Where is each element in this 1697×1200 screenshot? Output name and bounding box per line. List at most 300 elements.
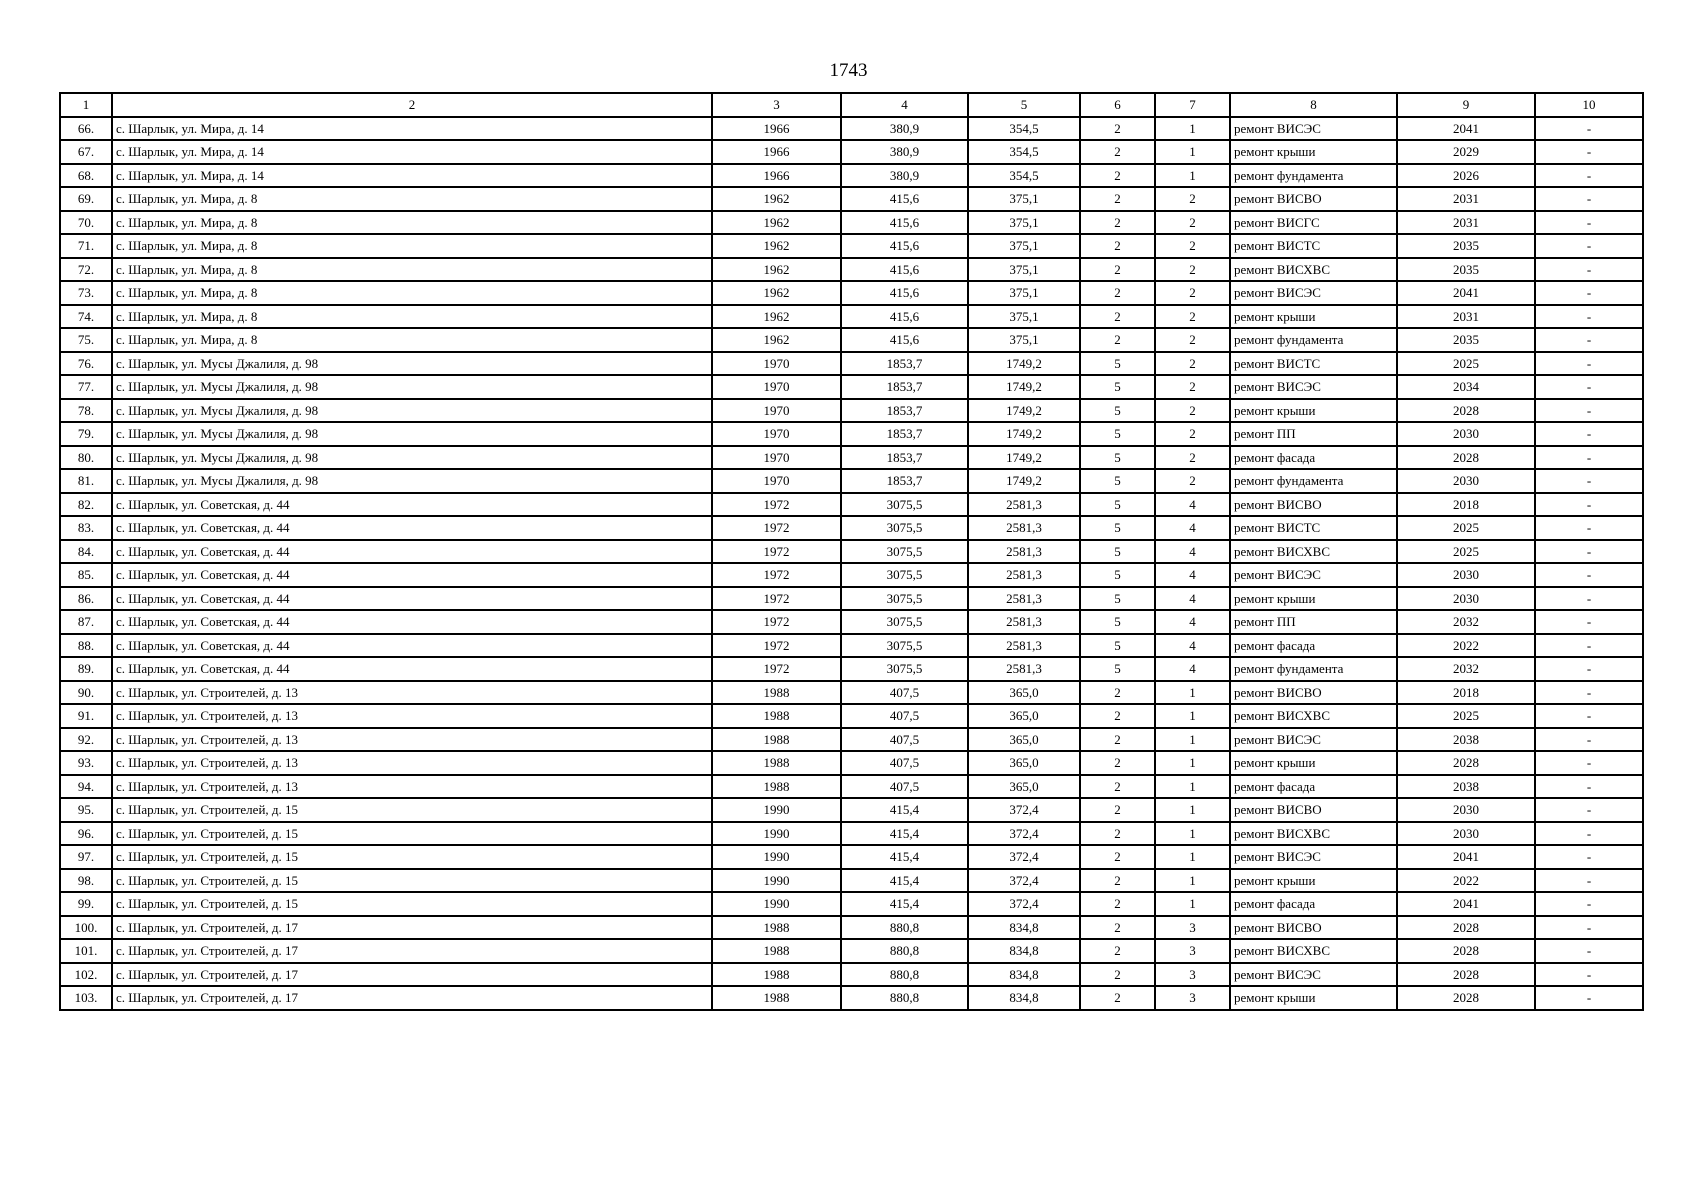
living-area-cell: 372,4	[968, 869, 1080, 893]
floors-cell: 5	[1080, 469, 1155, 493]
floors-cell: 2	[1080, 140, 1155, 164]
work-type-cell: ремонт ВИСЭС	[1230, 963, 1397, 987]
address-cell: с. Шарлык, ул. Строителей, д. 15	[112, 869, 712, 893]
year-built-cell: 1990	[712, 892, 841, 916]
planned-year-cell: 2030	[1397, 822, 1535, 846]
year-built-cell: 1988	[712, 704, 841, 728]
work-type-cell: ремонт фундамента	[1230, 328, 1397, 352]
note-cell: -	[1535, 798, 1643, 822]
living-area-cell: 1749,2	[968, 375, 1080, 399]
note-cell: -	[1535, 234, 1643, 258]
entrances-cell: 1	[1155, 140, 1230, 164]
work-type-cell: ремонт крыши	[1230, 751, 1397, 775]
address-cell: с. Шарлык, ул. Советская, д. 44	[112, 610, 712, 634]
entrances-cell: 2	[1155, 258, 1230, 282]
entrances-cell: 2	[1155, 352, 1230, 376]
floors-cell: 5	[1080, 399, 1155, 423]
total-area-cell: 1853,7	[841, 469, 968, 493]
work-type-cell: ремонт крыши	[1230, 986, 1397, 1010]
total-area-cell: 415,6	[841, 328, 968, 352]
planned-year-cell: 2025	[1397, 704, 1535, 728]
total-area-cell: 1853,7	[841, 399, 968, 423]
work-type-cell: ремонт ВИСЭС	[1230, 728, 1397, 752]
planned-year-cell: 2031	[1397, 305, 1535, 329]
row-number-cell: 77.	[60, 375, 112, 399]
total-area-cell: 415,6	[841, 281, 968, 305]
entrances-cell: 1	[1155, 728, 1230, 752]
year-built-cell: 1988	[712, 751, 841, 775]
floors-cell: 2	[1080, 281, 1155, 305]
note-cell: -	[1535, 422, 1643, 446]
total-area-cell: 415,4	[841, 845, 968, 869]
entrances-cell: 1	[1155, 869, 1230, 893]
floors-cell: 5	[1080, 587, 1155, 611]
total-area-cell: 1853,7	[841, 375, 968, 399]
row-number-cell: 101.	[60, 939, 112, 963]
year-built-cell: 1972	[712, 540, 841, 564]
planned-year-cell: 2025	[1397, 516, 1535, 540]
address-cell: с. Шарлык, ул. Строителей, д. 17	[112, 939, 712, 963]
entrances-cell: 2	[1155, 234, 1230, 258]
table-row	[60, 892, 1643, 916]
floors-cell: 2	[1080, 704, 1155, 728]
table-row	[60, 634, 1643, 658]
floors-cell: 2	[1080, 258, 1155, 282]
entrances-cell: 2	[1155, 469, 1230, 493]
total-area-cell: 415,6	[841, 234, 968, 258]
total-area-cell: 380,9	[841, 140, 968, 164]
address-cell: с. Шарлык, ул. Мусы Джалиля, д. 98	[112, 446, 712, 470]
column-header-3: 3	[712, 93, 841, 117]
address-cell: с. Шарлык, ул. Мира, д. 8	[112, 305, 712, 329]
work-type-cell: ремонт фундамента	[1230, 469, 1397, 493]
note-cell: -	[1535, 939, 1643, 963]
year-built-cell: 1990	[712, 822, 841, 846]
floors-cell: 2	[1080, 681, 1155, 705]
total-area-cell: 880,8	[841, 916, 968, 940]
address-cell: с. Шарлык, ул. Мира, д. 8	[112, 328, 712, 352]
work-type-cell: ремонт фасада	[1230, 775, 1397, 799]
table-row	[60, 798, 1643, 822]
note-cell: -	[1535, 399, 1643, 423]
floors-cell: 2	[1080, 916, 1155, 940]
row-number-cell: 79.	[60, 422, 112, 446]
planned-year-cell: 2031	[1397, 211, 1535, 235]
note-cell: -	[1535, 540, 1643, 564]
row-number-cell: 75.	[60, 328, 112, 352]
table-row	[60, 493, 1643, 517]
work-type-cell: ремонт ВИСТС	[1230, 352, 1397, 376]
table-row	[60, 939, 1643, 963]
work-type-cell: ремонт ВИСХВС	[1230, 822, 1397, 846]
note-cell: -	[1535, 493, 1643, 517]
living-area-cell: 1749,2	[968, 422, 1080, 446]
entrances-cell: 1	[1155, 775, 1230, 799]
entrances-cell: 2	[1155, 187, 1230, 211]
table-row	[60, 540, 1643, 564]
living-area-cell: 1749,2	[968, 446, 1080, 470]
entrances-cell: 1	[1155, 704, 1230, 728]
living-area-cell: 372,4	[968, 845, 1080, 869]
repair-schedule-table	[59, 92, 1644, 1011]
address-cell: с. Шарлык, ул. Строителей, д. 13	[112, 681, 712, 705]
row-number-cell: 95.	[60, 798, 112, 822]
table-row	[60, 117, 1643, 141]
note-cell: -	[1535, 986, 1643, 1010]
table-row	[60, 305, 1643, 329]
floors-cell: 2	[1080, 986, 1155, 1010]
table-row	[60, 446, 1643, 470]
floors-cell: 2	[1080, 328, 1155, 352]
table-row	[60, 164, 1643, 188]
entrances-cell: 4	[1155, 540, 1230, 564]
total-area-cell: 880,8	[841, 939, 968, 963]
note-cell: -	[1535, 587, 1643, 611]
year-built-cell: 1972	[712, 657, 841, 681]
total-area-cell: 415,6	[841, 305, 968, 329]
planned-year-cell: 2022	[1397, 634, 1535, 658]
total-area-cell: 3075,5	[841, 634, 968, 658]
row-number-cell: 83.	[60, 516, 112, 540]
note-cell: -	[1535, 211, 1643, 235]
year-built-cell: 1988	[712, 681, 841, 705]
address-cell: с. Шарлык, ул. Строителей, д. 13	[112, 751, 712, 775]
address-cell: с. Шарлык, ул. Мира, д. 8	[112, 281, 712, 305]
work-type-cell: ремонт ВИСВО	[1230, 493, 1397, 517]
total-area-cell: 880,8	[841, 986, 968, 1010]
table-row	[60, 963, 1643, 987]
total-area-cell: 3075,5	[841, 657, 968, 681]
page-number: 1743	[829, 60, 868, 81]
total-area-cell: 3075,5	[841, 540, 968, 564]
year-built-cell: 1972	[712, 563, 841, 587]
note-cell: -	[1535, 704, 1643, 728]
floors-cell: 5	[1080, 446, 1155, 470]
address-cell: с. Шарлык, ул. Советская, д. 44	[112, 563, 712, 587]
year-built-cell: 1988	[712, 986, 841, 1010]
table-row	[60, 281, 1643, 305]
address-cell: с. Шарлык, ул. Советская, д. 44	[112, 540, 712, 564]
year-built-cell: 1966	[712, 164, 841, 188]
table-row	[60, 610, 1643, 634]
note-cell: -	[1535, 869, 1643, 893]
row-number-cell: 97.	[60, 845, 112, 869]
note-cell: -	[1535, 375, 1643, 399]
address-cell: с. Шарлык, ул. Строителей, д. 15	[112, 822, 712, 846]
year-built-cell: 1988	[712, 916, 841, 940]
address-cell: с. Шарлык, ул. Строителей, д. 17	[112, 963, 712, 987]
entrances-cell: 1	[1155, 164, 1230, 188]
column-header-7: 7	[1155, 93, 1230, 117]
column-header-2: 2	[112, 93, 712, 117]
address-cell: с. Шарлык, ул. Советская, д. 44	[112, 493, 712, 517]
entrances-cell: 1	[1155, 845, 1230, 869]
year-built-cell: 1962	[712, 258, 841, 282]
planned-year-cell: 2025	[1397, 352, 1535, 376]
living-area-cell: 2581,3	[968, 657, 1080, 681]
total-area-cell: 3075,5	[841, 516, 968, 540]
year-built-cell: 1962	[712, 187, 841, 211]
address-cell: с. Шарлык, ул. Мира, д. 14	[112, 117, 712, 141]
planned-year-cell: 2028	[1397, 963, 1535, 987]
entrances-cell: 4	[1155, 610, 1230, 634]
living-area-cell: 372,4	[968, 822, 1080, 846]
total-area-cell: 415,4	[841, 869, 968, 893]
row-number-cell: 74.	[60, 305, 112, 329]
floors-cell: 2	[1080, 845, 1155, 869]
note-cell: -	[1535, 305, 1643, 329]
floors-cell: 2	[1080, 117, 1155, 141]
floors-cell: 2	[1080, 187, 1155, 211]
work-type-cell: ремонт ВИСВО	[1230, 916, 1397, 940]
living-area-cell: 375,1	[968, 234, 1080, 258]
living-area-cell: 834,8	[968, 939, 1080, 963]
year-built-cell: 1988	[712, 963, 841, 987]
work-type-cell: ремонт крыши	[1230, 399, 1397, 423]
living-area-cell: 375,1	[968, 258, 1080, 282]
note-cell: -	[1535, 634, 1643, 658]
row-number-cell: 80.	[60, 446, 112, 470]
table-row	[60, 728, 1643, 752]
note-cell: -	[1535, 610, 1643, 634]
note-cell: -	[1535, 187, 1643, 211]
column-header-9: 9	[1397, 93, 1535, 117]
planned-year-cell: 2026	[1397, 164, 1535, 188]
table-row	[60, 986, 1643, 1010]
living-area-cell: 365,0	[968, 775, 1080, 799]
row-number-cell: 89.	[60, 657, 112, 681]
living-area-cell: 375,1	[968, 187, 1080, 211]
column-header-4: 4	[841, 93, 968, 117]
living-area-cell: 2581,3	[968, 563, 1080, 587]
year-built-cell: 1972	[712, 634, 841, 658]
row-number-cell: 84.	[60, 540, 112, 564]
table-row	[60, 328, 1643, 352]
planned-year-cell: 2028	[1397, 751, 1535, 775]
floors-cell: 5	[1080, 657, 1155, 681]
living-area-cell: 375,1	[968, 211, 1080, 235]
row-number-cell: 71.	[60, 234, 112, 258]
row-number-cell: 67.	[60, 140, 112, 164]
work-type-cell: ремонт ВИСХВС	[1230, 939, 1397, 963]
note-cell: -	[1535, 469, 1643, 493]
living-area-cell: 834,8	[968, 963, 1080, 987]
work-type-cell: ремонт крыши	[1230, 305, 1397, 329]
planned-year-cell: 2035	[1397, 258, 1535, 282]
address-cell: с. Шарлык, ул. Строителей, д. 15	[112, 798, 712, 822]
table-row	[60, 516, 1643, 540]
entrances-cell: 2	[1155, 305, 1230, 329]
planned-year-cell: 2041	[1397, 845, 1535, 869]
work-type-cell: ремонт фасада	[1230, 446, 1397, 470]
entrances-cell: 4	[1155, 493, 1230, 517]
address-cell: с. Шарлык, ул. Мира, д. 14	[112, 164, 712, 188]
living-area-cell: 372,4	[968, 892, 1080, 916]
address-cell: с. Шарлык, ул. Мусы Джалиля, д. 98	[112, 469, 712, 493]
floors-cell: 5	[1080, 352, 1155, 376]
table-row	[60, 657, 1643, 681]
total-area-cell: 407,5	[841, 775, 968, 799]
table-row	[60, 751, 1643, 775]
total-area-cell: 407,5	[841, 728, 968, 752]
year-built-cell: 1962	[712, 211, 841, 235]
note-cell: -	[1535, 751, 1643, 775]
floors-cell: 5	[1080, 610, 1155, 634]
work-type-cell: ремонт ВИСЭС	[1230, 563, 1397, 587]
note-cell: -	[1535, 892, 1643, 916]
total-area-cell: 415,4	[841, 892, 968, 916]
row-number-cell: 70.	[60, 211, 112, 235]
planned-year-cell: 2028	[1397, 986, 1535, 1010]
living-area-cell: 372,4	[968, 798, 1080, 822]
note-cell: -	[1535, 446, 1643, 470]
planned-year-cell: 2025	[1397, 540, 1535, 564]
year-built-cell: 1962	[712, 234, 841, 258]
living-area-cell: 1749,2	[968, 352, 1080, 376]
year-built-cell: 1962	[712, 328, 841, 352]
row-number-cell: 103.	[60, 986, 112, 1010]
floors-cell: 5	[1080, 634, 1155, 658]
entrances-cell: 2	[1155, 328, 1230, 352]
column-header-10: 10	[1535, 93, 1643, 117]
year-built-cell: 1988	[712, 728, 841, 752]
planned-year-cell: 2038	[1397, 775, 1535, 799]
table-row	[60, 422, 1643, 446]
planned-year-cell: 2031	[1397, 187, 1535, 211]
row-number-cell: 98.	[60, 869, 112, 893]
note-cell: -	[1535, 328, 1643, 352]
work-type-cell: ремонт фасада	[1230, 634, 1397, 658]
row-number-cell: 102.	[60, 963, 112, 987]
planned-year-cell: 2030	[1397, 422, 1535, 446]
row-number-cell: 81.	[60, 469, 112, 493]
entrances-cell: 1	[1155, 822, 1230, 846]
total-area-cell: 415,4	[841, 822, 968, 846]
floors-cell: 2	[1080, 775, 1155, 799]
row-number-cell: 69.	[60, 187, 112, 211]
row-number-cell: 85.	[60, 563, 112, 587]
table-row	[60, 563, 1643, 587]
total-area-cell: 415,6	[841, 258, 968, 282]
note-cell: -	[1535, 352, 1643, 376]
entrances-cell: 2	[1155, 281, 1230, 305]
year-built-cell: 1970	[712, 422, 841, 446]
planned-year-cell: 2029	[1397, 140, 1535, 164]
year-built-cell: 1962	[712, 281, 841, 305]
planned-year-cell: 2018	[1397, 493, 1535, 517]
year-built-cell: 1988	[712, 775, 841, 799]
note-cell: -	[1535, 728, 1643, 752]
total-area-cell: 415,6	[841, 187, 968, 211]
address-cell: с. Шарлык, ул. Строителей, д. 13	[112, 775, 712, 799]
total-area-cell: 415,6	[841, 211, 968, 235]
planned-year-cell: 2034	[1397, 375, 1535, 399]
address-cell: с. Шарлык, ул. Мира, д. 14	[112, 140, 712, 164]
row-number-cell: 91.	[60, 704, 112, 728]
floors-cell: 2	[1080, 305, 1155, 329]
floors-cell: 5	[1080, 375, 1155, 399]
table-row	[60, 234, 1643, 258]
year-built-cell: 1970	[712, 352, 841, 376]
living-area-cell: 2581,3	[968, 493, 1080, 517]
planned-year-cell: 2028	[1397, 446, 1535, 470]
entrances-cell: 3	[1155, 916, 1230, 940]
year-built-cell: 1990	[712, 845, 841, 869]
year-built-cell: 1972	[712, 493, 841, 517]
row-number-cell: 66.	[60, 117, 112, 141]
table-header-row	[60, 93, 1643, 117]
note-cell: -	[1535, 164, 1643, 188]
work-type-cell: ремонт ВИСВО	[1230, 187, 1397, 211]
address-cell: с. Шарлык, ул. Строителей, д. 15	[112, 845, 712, 869]
floors-cell: 2	[1080, 939, 1155, 963]
total-area-cell: 880,8	[841, 963, 968, 987]
planned-year-cell: 2030	[1397, 587, 1535, 611]
entrances-cell: 2	[1155, 399, 1230, 423]
column-header-6: 6	[1080, 93, 1155, 117]
note-cell: -	[1535, 822, 1643, 846]
entrances-cell: 2	[1155, 375, 1230, 399]
work-type-cell: ремонт фасада	[1230, 892, 1397, 916]
work-type-cell: ремонт крыши	[1230, 869, 1397, 893]
work-type-cell: ремонт ВИСХВС	[1230, 258, 1397, 282]
floors-cell: 2	[1080, 869, 1155, 893]
total-area-cell: 1853,7	[841, 352, 968, 376]
floors-cell: 5	[1080, 493, 1155, 517]
year-built-cell: 1972	[712, 516, 841, 540]
column-header-5: 5	[968, 93, 1080, 117]
floors-cell: 2	[1080, 751, 1155, 775]
row-number-cell: 73.	[60, 281, 112, 305]
work-type-cell: ремонт ВИСТС	[1230, 516, 1397, 540]
work-type-cell: ремонт ВИСТС	[1230, 234, 1397, 258]
year-built-cell: 1966	[712, 140, 841, 164]
row-number-cell: 96.	[60, 822, 112, 846]
entrances-cell: 1	[1155, 751, 1230, 775]
note-cell: -	[1535, 681, 1643, 705]
entrances-cell: 2	[1155, 446, 1230, 470]
table-row	[60, 845, 1643, 869]
floors-cell: 2	[1080, 234, 1155, 258]
year-built-cell: 1970	[712, 446, 841, 470]
entrances-cell: 2	[1155, 422, 1230, 446]
total-area-cell: 415,4	[841, 798, 968, 822]
year-built-cell: 1972	[712, 610, 841, 634]
year-built-cell: 1970	[712, 399, 841, 423]
table-row	[60, 140, 1643, 164]
column-header-1: 1	[60, 93, 112, 117]
table-row	[60, 916, 1643, 940]
entrances-cell: 4	[1155, 587, 1230, 611]
entrances-cell: 1	[1155, 681, 1230, 705]
year-built-cell: 1962	[712, 305, 841, 329]
note-cell: -	[1535, 140, 1643, 164]
row-number-cell: 94.	[60, 775, 112, 799]
planned-year-cell: 2041	[1397, 117, 1535, 141]
planned-year-cell: 2035	[1397, 328, 1535, 352]
living-area-cell: 375,1	[968, 281, 1080, 305]
year-built-cell: 1970	[712, 375, 841, 399]
entrances-cell: 3	[1155, 963, 1230, 987]
row-number-cell: 93.	[60, 751, 112, 775]
row-number-cell: 72.	[60, 258, 112, 282]
table-row	[60, 187, 1643, 211]
table-row	[60, 681, 1643, 705]
work-type-cell: ремонт крыши	[1230, 140, 1397, 164]
total-area-cell: 3075,5	[841, 610, 968, 634]
total-area-cell: 407,5	[841, 751, 968, 775]
living-area-cell: 1749,2	[968, 399, 1080, 423]
